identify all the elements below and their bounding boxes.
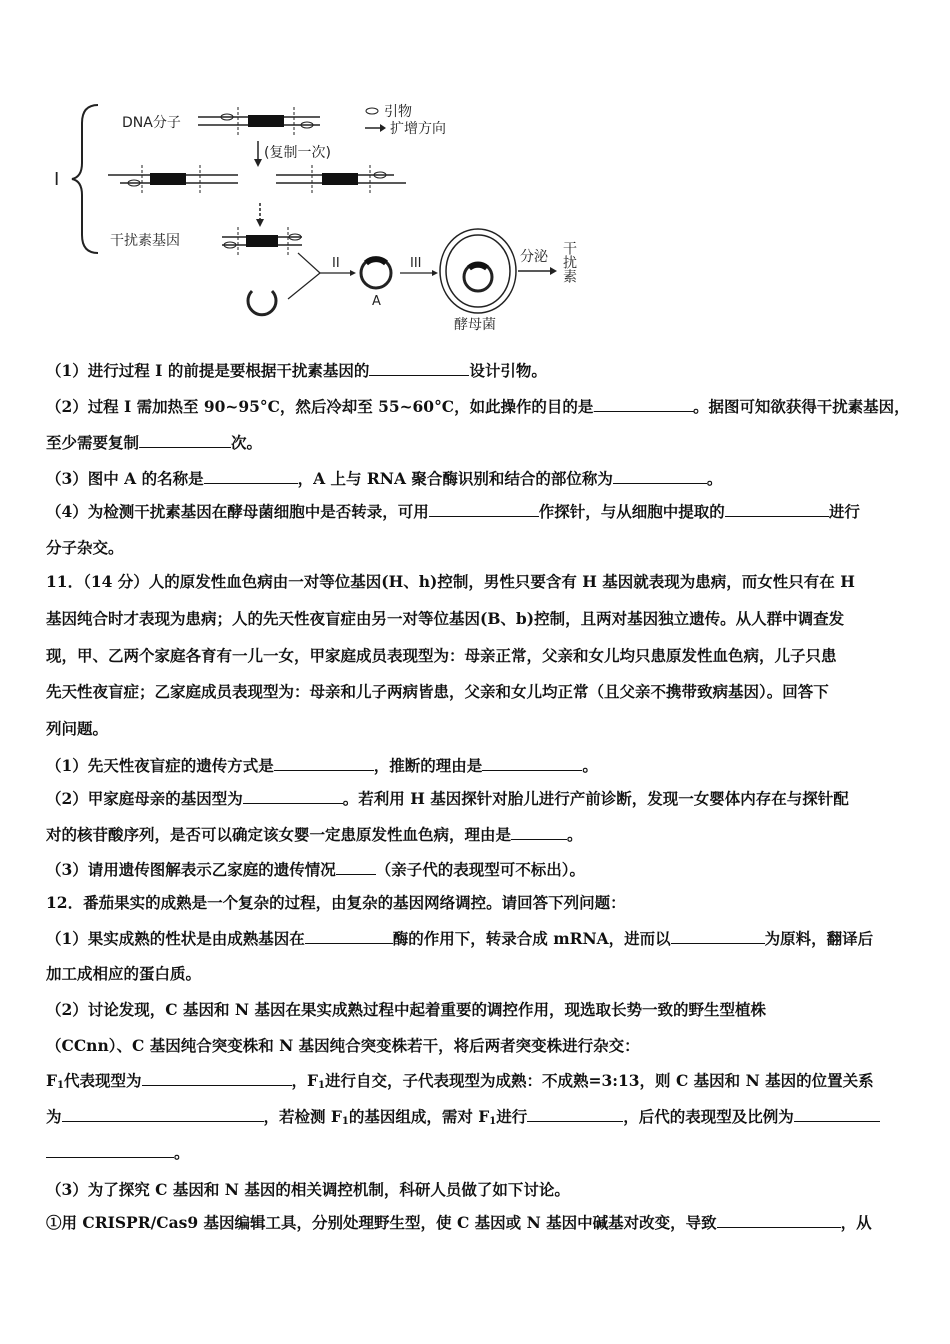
yeast-label: 酵母菌 bbox=[454, 317, 496, 333]
line-text: 。 bbox=[174, 1143, 190, 1162]
down-arrow-icon bbox=[254, 141, 262, 167]
text-line bbox=[46, 1180, 910, 1200]
subscript: 1 bbox=[57, 1080, 64, 1091]
pcr-diagram bbox=[50, 95, 610, 335]
amplify-label: 扩增方向 bbox=[390, 121, 446, 137]
line-text: ，从 bbox=[840, 1213, 872, 1232]
answer-blank[interactable] bbox=[613, 468, 707, 484]
line-text: （1）先天性夜盲症的遗传方式是 bbox=[46, 756, 274, 775]
text-line bbox=[46, 646, 910, 666]
ifn-gene-label: 干扰素基因 bbox=[110, 233, 180, 249]
answer-blank[interactable] bbox=[139, 432, 231, 448]
text-line bbox=[46, 360, 910, 381]
answer-blank[interactable] bbox=[511, 824, 567, 840]
arrow-icon bbox=[365, 124, 386, 132]
answer-blank[interactable] bbox=[725, 501, 829, 517]
interferon-product: 干扰素 bbox=[561, 241, 577, 283]
answer-blank[interactable] bbox=[671, 928, 765, 944]
line-text: ，A 上与 RNA 聚合酶识别和结合的部位称为 bbox=[297, 469, 613, 488]
line-text: （1）进行过程 I 的前提是要根据干扰素基因的 bbox=[46, 361, 370, 380]
line-text: （3）图中 A 的名称是 bbox=[46, 469, 204, 488]
text-line bbox=[46, 1106, 910, 1132]
subscript: 1 bbox=[318, 1080, 325, 1091]
line-text: （2）甲家庭母亲的基因型为 bbox=[46, 789, 243, 808]
text-line bbox=[46, 501, 910, 522]
answer-blank[interactable] bbox=[482, 755, 582, 771]
text-line bbox=[46, 719, 910, 739]
line-text: 分子杂交。 bbox=[46, 538, 124, 557]
line-text: 设计引物。 bbox=[469, 361, 547, 380]
text-line bbox=[46, 396, 908, 417]
text-line bbox=[46, 824, 910, 845]
text-line bbox=[46, 572, 910, 592]
text-line bbox=[46, 1000, 910, 1020]
recombinant-plasmid bbox=[361, 258, 391, 288]
text-line bbox=[46, 609, 910, 629]
dna-copy-left bbox=[108, 165, 238, 193]
line-text: 列问题。 bbox=[46, 719, 109, 738]
line-text: （CCnn）、C 基因纯合突变株和 N 基因纯合突变株若干，将后两者突变株进行杂交： bbox=[46, 1036, 640, 1055]
line-text: 12．番茄果实的成熟是一个复杂的过程，由复杂的基因网络调控。请回答下列问题： bbox=[46, 893, 626, 912]
line-text: 进行 bbox=[828, 502, 860, 521]
line-text: ，推断的理由是 bbox=[373, 756, 483, 775]
text-line bbox=[46, 893, 910, 913]
answer-blank[interactable] bbox=[593, 396, 693, 412]
line-text: （亲子代的表现型可不标出）。 bbox=[375, 860, 586, 879]
line-text: 次。 bbox=[231, 433, 263, 452]
text-line bbox=[46, 538, 910, 558]
line-text: ①用 CRISPR/Cas9 基因编辑工具，分别处理野生型，使 C 基因或 N 基因中碱基对改变，导致 bbox=[46, 1213, 717, 1232]
line-text: 加工成相应的蛋白质。 bbox=[46, 964, 202, 983]
ifn-gene-segment bbox=[222, 227, 302, 255]
answer-blank[interactable] bbox=[336, 859, 376, 875]
line-text: 。据图可知欲获得干扰素基因， bbox=[693, 397, 910, 416]
line-text: 11．（14 分）人的原发性血色病由一对等位基因(H、h)控制，男性只要含有 H 基因就表现为患病，而女性只有在 H bbox=[46, 572, 855, 591]
replicate-label: (复制一次) bbox=[264, 145, 331, 161]
text-line bbox=[46, 432, 910, 453]
line-text: 作探针，与从细胞中提取的 bbox=[538, 502, 725, 521]
text-line bbox=[46, 788, 910, 809]
line-text: （3）请用遗传图解表示乙家庭的遗传情况 bbox=[46, 860, 336, 879]
secrete-label: 分泌 bbox=[520, 249, 548, 265]
line-text: （1）果实成熟的性状是由成熟基因在 bbox=[46, 929, 305, 948]
line-text: ，若检测 F bbox=[263, 1107, 342, 1126]
answer-blank[interactable] bbox=[274, 755, 374, 771]
brace bbox=[72, 105, 98, 253]
text-line bbox=[46, 928, 910, 949]
answer-blank[interactable] bbox=[305, 928, 393, 944]
line-text: 为原料，翻译后 bbox=[764, 929, 874, 948]
roman-i-label: I bbox=[54, 169, 60, 190]
answer-blank[interactable] bbox=[429, 501, 539, 517]
dashed-arrow-icon bbox=[256, 203, 264, 227]
dna-copy-right bbox=[276, 165, 406, 193]
line-text: （2）讨论发现，C 基因和 N 基因在果实成熟过程中起着重要的调控作用，现选取长势一致的野生型植株 bbox=[46, 1000, 766, 1019]
answer-blank[interactable] bbox=[527, 1106, 623, 1122]
plasmid-a-label: A bbox=[372, 294, 381, 309]
answer-blank[interactable] bbox=[369, 360, 469, 376]
text-line bbox=[46, 859, 910, 880]
text-line bbox=[46, 1212, 910, 1233]
text-line bbox=[46, 682, 910, 702]
text-line bbox=[46, 468, 910, 489]
line-text: 先天性夜盲症；乙家庭成员表现型为：母亲和儿子两病皆患，父亲和女儿均正常（且父亲不携带致病基因）。回答下 bbox=[46, 682, 829, 701]
text-line bbox=[46, 1036, 910, 1056]
line-text: 。若利用 H 基因探针对胎儿进行产前诊断，发现一女婴体内存在与探针配 bbox=[342, 789, 849, 808]
dna-label: DNA分子 bbox=[122, 115, 181, 131]
line-text: 。 bbox=[706, 469, 723, 488]
line-text: （3）为了探究 C 基因和 N 基因的相关调控机制，科研人员做了如下讨论。 bbox=[46, 1180, 570, 1199]
text-line bbox=[46, 755, 910, 776]
answer-blank[interactable] bbox=[794, 1106, 880, 1122]
text-line bbox=[46, 1070, 910, 1096]
line-text: ，F bbox=[291, 1071, 319, 1090]
yeast-cell-icon bbox=[440, 229, 516, 313]
text-line bbox=[46, 964, 910, 984]
dna-molecule bbox=[198, 107, 320, 135]
answer-blank[interactable] bbox=[142, 1070, 292, 1086]
line-text: 酶的作用下，转录合成 mRNA，进而以 bbox=[392, 929, 671, 948]
line-text: 的基因组成，需对 F bbox=[348, 1107, 490, 1126]
line-text: F bbox=[46, 1071, 58, 1090]
line-text: ，后代的表现型及比例为 bbox=[623, 1107, 794, 1126]
text-line bbox=[46, 1142, 910, 1163]
answer-blank[interactable] bbox=[717, 1212, 841, 1228]
line-text: 基因纯合时才表现为患病；人的先天性夜盲症由另一对等位基因(B、b)控制，且两对基因独立遗传。从人群中调查发 bbox=[46, 609, 845, 628]
answer-blank[interactable] bbox=[46, 1142, 174, 1158]
primer-legend-icon bbox=[366, 108, 378, 114]
subscript: 1 bbox=[341, 1116, 349, 1127]
line-text: 代表现型为 bbox=[63, 1071, 142, 1090]
line-text: 进行 bbox=[496, 1107, 528, 1126]
line-text: （4）为检测干扰素基因在酵母菌细胞中是否转录，可用 bbox=[46, 502, 429, 521]
answer-blank[interactable] bbox=[243, 788, 343, 804]
line-text: 至少需要复制 bbox=[46, 433, 140, 452]
secrete-arrow-icon bbox=[518, 267, 557, 275]
roman-ii-label: II bbox=[332, 256, 340, 271]
line-text: 为 bbox=[46, 1107, 62, 1126]
line-text: 进行自交，子代表现型为成熟：不成熟=3:13，则 C 基因和 N 基因的位置关系 bbox=[324, 1071, 874, 1090]
roman-iii-label: III bbox=[410, 256, 422, 271]
answer-blank[interactable] bbox=[62, 1106, 264, 1122]
line-text: 。 bbox=[567, 825, 583, 844]
line-text: （2）过程 I 需加热至 90~95°C，然后冷却至 55~60°C，如此操作的目的是 bbox=[46, 397, 594, 416]
subscript: 1 bbox=[489, 1116, 497, 1127]
line-text: 。 bbox=[582, 756, 598, 775]
primer-label: 引物 bbox=[384, 104, 412, 120]
answer-blank[interactable] bbox=[204, 468, 298, 484]
plasmid-open-icon bbox=[248, 291, 276, 315]
line-text: 对的核苷酸序列，是否可以确定该女婴一定患原发性血色病，理由是 bbox=[46, 825, 512, 844]
line-text: 现，甲、乙两个家庭各育有一儿一女，甲家庭成员表现型为：母亲正常，父亲和女儿均只患原发性血色病，儿子只患 bbox=[46, 646, 837, 665]
